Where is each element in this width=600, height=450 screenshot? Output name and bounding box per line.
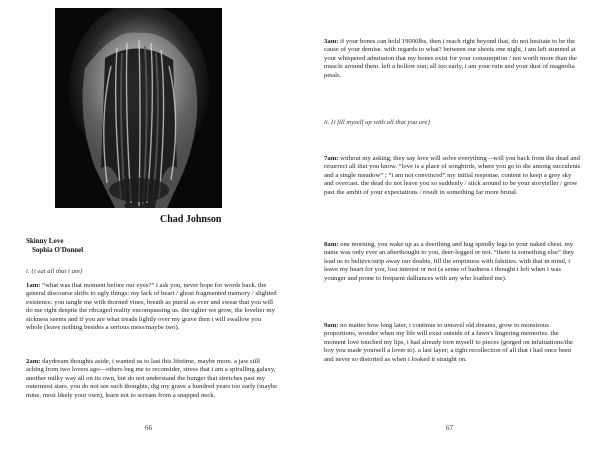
entry-text: if your bones can hold 19000lbs, then i reach right beyond that, do not hesitate to be the cause of your demise. with regards to what? between our sheets one night, i am left stunned at your whispered admission that my bones exist for your consumption / not worth more than the muscle around them. left a hollow sun; all too early, i am your ruin and your dust of magnolia petals.: [324, 38, 577, 79]
poem-title: Skinny Love: [26, 237, 64, 245]
page-number-left: 66: [145, 424, 152, 432]
right-page: [300, 0, 600, 450]
entry-3am: [324, 38, 582, 80]
entry-7am: [324, 155, 582, 197]
author-name: Sophia O'Donnel: [32, 246, 84, 254]
entry-text: no matter how long later, i continue to unravel old dreams, grow to monstrous proportions, wonder when my life will exist outside of a fawn's lingering memories. the moment love touched my lips, i had already torn myself to pieces (gorged on infatuations/the boy you made yourself a lover to). a last layer; a tight recollection of all that i had once been and never so distorted as when i looked it straight on.: [324, 322, 573, 363]
section-heading-two: ii. {i fill myself up with all that you are}: [324, 119, 431, 126]
entry-time: 2am:: [26, 358, 41, 365]
entry-time: 1am:: [26, 282, 41, 289]
artwork-image: [55, 8, 222, 208]
entry-time: 9am:: [324, 322, 339, 329]
entry-time: 8am:: [324, 241, 339, 248]
entry-time: 7am:: [324, 155, 339, 162]
entry-2am: [26, 358, 278, 400]
entry-text: “what was that moment before our eyes?” i ask you, never hope for words back. the general discourse shifts to ugly things: my lack of heart / ghost fragmented memory / slighted existence. you tangle me with thorned vines, breath as putrid as ever and swear that you will do me right despite the ribcaged reality encompassing us. the uglier we grow, the lovelier my sickness seems and if you are what treads lightly over my grave then i will swallow you whole (leave nothing besides a serious mess/maybe two).: [26, 282, 277, 332]
photo-credit: Chad Johnson: [160, 214, 222, 225]
entry-text: one morning, you wake up as a deerthing and hug spindly legs to your naked chest. my name was only ever an afterthought to you, deer-legged or not. “there is something else” they lead us to believe/strip away our doubts, fill the emptiness with falsities. with that in mind, i leave my heart for you, lost interest or not (a sense of badness i thought i left when i was younger and prone to frequent dalliances with any who loathed me).: [324, 241, 575, 282]
section-heading-one: i. {i eat all that i am}: [26, 268, 83, 275]
poem-header: [26, 237, 83, 255]
entry-9am: [324, 322, 582, 364]
entry-text: without my asking, they say love will solve everything—will you back from the dead and resurrect all that you know. “love is a place of songbirds, where you go to die among succulents and a single meadow” ; “i am not convinced” my initial response, content to keep a grey sky and overcast. the dead do not leave you so suddenly / stick around to be your storyteller / grow past the ambit of your expectations / result in something far more brutal.: [324, 155, 581, 196]
entry-8am: [324, 241, 582, 283]
entry-text: daydream thoughts aside, i wanted us to last this lifetime, maybe more. a jaw still aching from two lovers ago—others beg me to reconsider, stress that i am a spiralling galaxy, another milky way all on its own, but do not understand the hunger that stretches past my outermost stars. you do not see such thoughts, dig my grave a hundred years too early (maybe mine, most likely your own), learn not to scream from a snapped neck.: [26, 358, 278, 399]
entry-1am: [26, 282, 278, 332]
page-number-right: 67: [446, 424, 453, 432]
artwork-photo: [55, 8, 222, 208]
entry-time: 3am:: [324, 38, 339, 45]
